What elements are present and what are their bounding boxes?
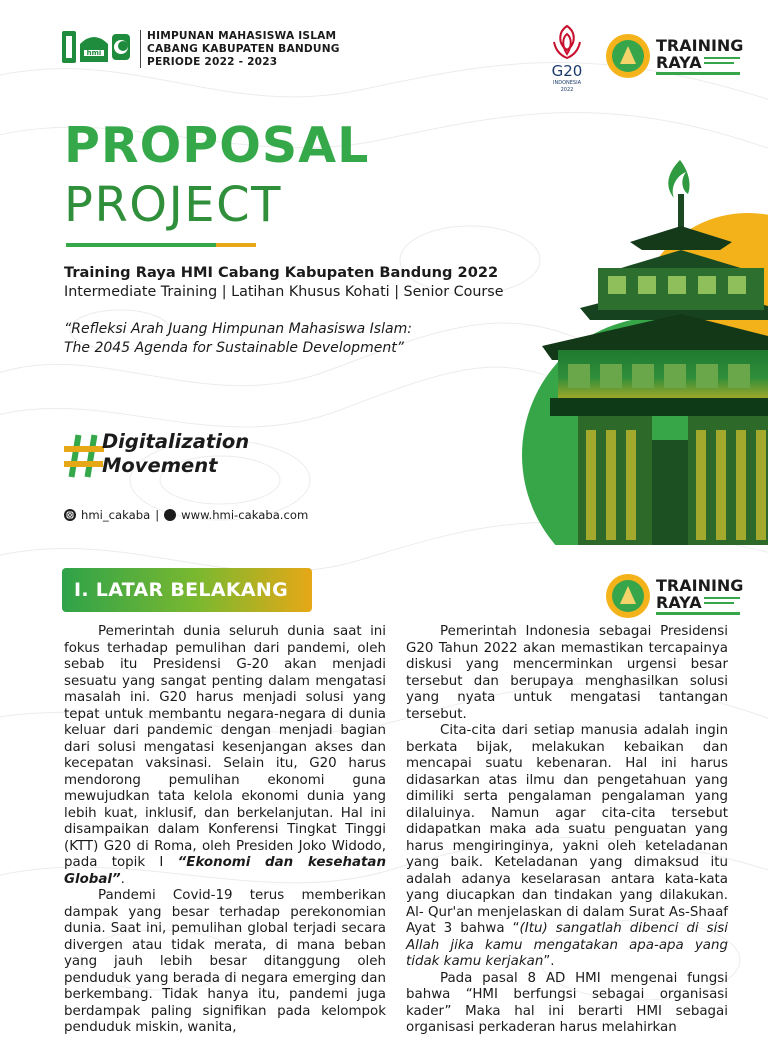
emphasis-text: “Ekonomi dan kesehatan Global” — [64, 855, 386, 887]
hmi-logo-icon — [62, 28, 134, 66]
paragraph-text: Pemerintah dunia seluruh dunia saat ini fokus terhadap pemulihan dari pandemi, oleh sebab itu Presidensi G-20 akan menjadi sesuatu yang sangat penting dalam mengatasi masalah ini. G20 harus menjadi solusi yang tepat untuk membantu negara-negara di dunia keluar dari pandemic dengan menjadi bagian dari solusi mengatasi kesenjangan akses dan kecepatan vaksinasi. Selain itu, G20 harus mendorong pemulihan ekonomi guna mewujudkan tata kelola ekonomi dunia yang lebih kuat, inklusif, dan berkelanjutan. Hal ini disampaikan dalam Konferensi Tingkat Tinggi (KTT) G20 di Roma, oleh Presiden Joko Widodo, pada topik I — [64, 624, 386, 870]
org-branch-line: CABANG KABUPATEN BANDUNG — [147, 43, 340, 55]
social-links — [64, 508, 308, 522]
g20-year: 2022 — [560, 87, 574, 93]
instagram-handle[interactable]: hmi_cakaba — [81, 508, 151, 522]
paragraph — [406, 723, 728, 971]
website-link[interactable]: www.hmi-cakaba.com — [181, 508, 309, 522]
svg-text:hmi: hmi — [86, 49, 102, 57]
proposal-title: PROPOSAL — [64, 117, 370, 174]
raya-word: RAYA — [656, 53, 702, 72]
event-title: Training Raya HMI Cabang Kabupaten Bandung 2022 — [64, 264, 499, 281]
paragraph-text: Cita-cita dari setiap manusia adalah ingin berkata bijak, melakukan kebaikan dan mencapai suatu kebenaran. Hal ini harus didasarkan atas ilmu dan pengetahuan yang dimiliki serta pengalaman pengalaman yang dilaluinya. Namun agar cita-cita tersebut didapatkan maka ada suatu penguatan yang harus mengiringinya, yakni oleh keteladanan yang baik. Keteladanan yang dimaksud itu adalah adanya keselarasan antara kata-kata yang diucapkan dan tindakan yang dilakukan. Al- Qur'an menjelaskan di dalam Surat As-Shaaf Ayat 3 bahwa “ — [406, 723, 728, 936]
social-separator: | — [155, 508, 160, 522]
paragraph: Pada pasal 8 AD HMI mengenai fungsi bahwa “HMI berfungsi sebagai organisasi kader” Maka hal ini berarti HMI sebagai organisasi perkaderan harus melahirkan — [406, 970, 728, 1035]
campaign-line-2: Movement — [102, 454, 218, 477]
training-raya-logo-icon — [604, 24, 750, 82]
paragraph: Pemerintah Indonesia sebagai Presidensi G20 Tahun 2022 akan memastikan tercapainya diskusi yang mencerminkan urgensi besar tersebut dan berupaya menghasilkan solusi yang nyata untuk mengatasi tantangan tersebut. — [406, 624, 728, 722]
emphasis-text: (Itu) sangatlah dibenci di sisi Allah jika kamu mengatakan apa-apa yang tidak kamu kerjakan — [406, 921, 728, 969]
paragraph-end: . — [120, 871, 125, 887]
section-heading-latar-belakang: I. LATAR BELAKANG — [62, 568, 312, 612]
quote-line-2: The 2045 Agenda for Sustainable Development” — [64, 340, 404, 356]
organization-name — [147, 30, 340, 69]
body-column-right — [406, 624, 728, 1037]
org-name-line: HIMPUNAN MAHASISWA ISLAM — [147, 30, 337, 42]
body-column-left — [64, 624, 386, 1037]
quote-line-1: “Refleksi Arah Juang Himpunan Mahasiswa Islam: — [64, 321, 412, 337]
tower-image — [430, 150, 768, 545]
theme-quote — [64, 320, 412, 358]
g20-text: G20 — [551, 62, 583, 80]
training-raya-logo-icon-2 — [604, 564, 750, 622]
campaign-text — [102, 430, 249, 478]
program-list: Intermediate Training | Latihan Khusus Kohati | Senior Course — [64, 284, 504, 300]
g20-country: INDONESIA — [553, 80, 581, 86]
raya-word-2: RAYA — [656, 593, 702, 612]
title-underline — [66, 243, 256, 247]
hashtag-icon — [64, 434, 104, 478]
training-word: TRAINING — [656, 36, 744, 55]
training-word-2: TRAINING — [656, 576, 744, 595]
paragraph — [64, 624, 386, 888]
project-title: PROJECT — [64, 177, 282, 233]
g20-logo-icon — [540, 22, 594, 94]
globe-icon — [164, 509, 176, 521]
paragraph-end: ”. — [543, 954, 555, 969]
paragraph: Pandemi Covid-19 terus memberikan dampak yang besar terhadap perekonomian dunia. Saat ini, pemulihan global terjadi secara divergen atau tidak merata, di mana beban yang jauh lebih besar ditanggung oleh penduduk yang berada di negara emerging dan berkembang. Tidak hanya itu, pandemi juga berdampak paling signifikan pada kelompok penduduk miskin, wanita, — [64, 888, 386, 1035]
org-period-line: PERIODE 2022 - 2023 — [147, 56, 278, 68]
header-divider — [140, 30, 141, 68]
instagram-icon — [64, 509, 76, 521]
campaign-line-1: Digitalization — [102, 430, 250, 453]
